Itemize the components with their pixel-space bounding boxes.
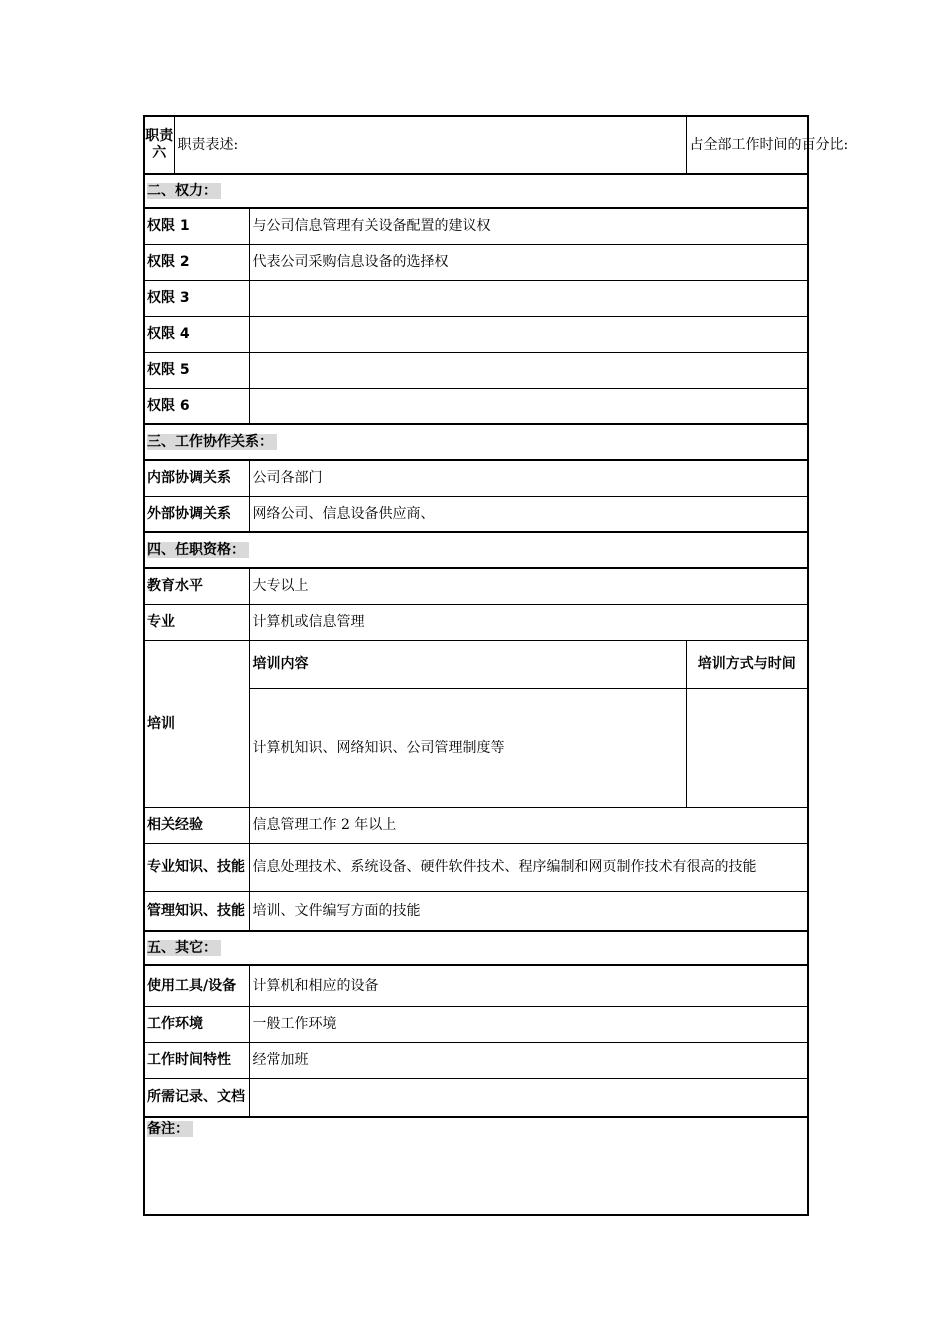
pro-skill-row (144, 843, 808, 891)
authority-row (144, 388, 808, 424)
cooperation-heading-row (144, 424, 808, 460)
environment-row (144, 1006, 808, 1042)
tools-row (144, 965, 808, 1006)
job-description-page (143, 115, 849, 1216)
major-row (144, 604, 808, 640)
training-header-row (144, 640, 808, 688)
duty6-percent-label: 占全部工作时间的百分比: (686, 116, 808, 174)
other-heading-row (144, 931, 808, 965)
education-value: 大专以上 (249, 568, 808, 604)
authority-label: 权限 1 (144, 208, 249, 244)
qualification-heading: 四、任职资格： (147, 542, 249, 558)
duty6-row (144, 116, 808, 174)
authority-value (249, 352, 808, 388)
authority-value (249, 280, 808, 316)
cooperation-value: 公司各部门 (249, 460, 808, 496)
cooperation-label: 内部协调关系 (144, 460, 249, 496)
tools-value: 计算机和相应的设备 (249, 965, 808, 1006)
mgmt-skill-row (144, 891, 808, 931)
work-time-row (144, 1042, 808, 1078)
experience-label: 相关经验 (144, 807, 249, 843)
environment-value: 一般工作环境 (249, 1006, 808, 1042)
authority-label: 权限 5 (144, 352, 249, 388)
experience-value: 信息管理工作 2 年以上 (249, 807, 808, 843)
training-content: 计算机知识、网络知识、公司管理制度等 (249, 688, 686, 807)
job-description-table (143, 115, 849, 1216)
authority-row (144, 244, 808, 280)
authority-label: 权限 6 (144, 388, 249, 424)
experience-row (144, 807, 808, 843)
authority-value: 代表公司采购信息设备的选择权 (249, 244, 808, 280)
training-method-header: 培训方式与时间 (686, 640, 808, 688)
cooperation-heading: 三、工作协作关系： (147, 434, 277, 450)
duty6-desc-label: 职责表述: (174, 116, 686, 174)
authority-label: 权限 3 (144, 280, 249, 316)
records-value (249, 1078, 808, 1117)
authority-row (144, 316, 808, 352)
pro-skill-label: 专业知识、技能 (144, 843, 249, 891)
cooperation-value: 网络公司、信息设备供应商、 (249, 496, 808, 532)
environment-label: 工作环境 (144, 1006, 249, 1042)
authority-value (249, 388, 808, 424)
authority-row (144, 280, 808, 316)
training-method (686, 688, 808, 807)
qualification-heading-row (144, 532, 808, 568)
duty6-label: 职责六 (144, 116, 174, 174)
mgmt-skill-value: 培训、文件编写方面的技能 (249, 891, 808, 931)
work-time-label: 工作时间特性 (144, 1042, 249, 1078)
authority-heading-row (144, 174, 808, 208)
mgmt-skill-label: 管理知识、技能 (144, 891, 249, 931)
cooperation-row (144, 460, 808, 496)
training-label: 培训 (144, 640, 249, 807)
authority-value (249, 316, 808, 352)
authority-row (144, 352, 808, 388)
education-label: 教育水平 (144, 568, 249, 604)
authority-label: 权限 4 (144, 316, 249, 352)
records-row (144, 1078, 808, 1117)
major-value: 计算机或信息管理 (249, 604, 808, 640)
records-label: 所需记录、文档 (144, 1078, 249, 1117)
major-label: 专业 (144, 604, 249, 640)
education-row (144, 568, 808, 604)
remarks-label: 备注： (147, 1121, 193, 1137)
authority-row (144, 208, 808, 244)
cooperation-row (144, 496, 808, 532)
work-time-value: 经常加班 (249, 1042, 808, 1078)
tools-label: 使用工具/设备 (144, 965, 249, 1006)
authority-heading: 二、权力： (147, 183, 221, 199)
remarks-row (144, 1117, 808, 1215)
authority-value: 与公司信息管理有关设备配置的建议权 (249, 208, 808, 244)
authority-label: 权限 2 (144, 244, 249, 280)
cooperation-label: 外部协调关系 (144, 496, 249, 532)
pro-skill-value: 信息处理技术、系统设备、硬件软件技术、程序编制和网页制作技术有很高的技能 (249, 843, 808, 891)
training-content-header: 培训内容 (249, 640, 686, 688)
other-heading: 五、其它： (147, 940, 221, 956)
